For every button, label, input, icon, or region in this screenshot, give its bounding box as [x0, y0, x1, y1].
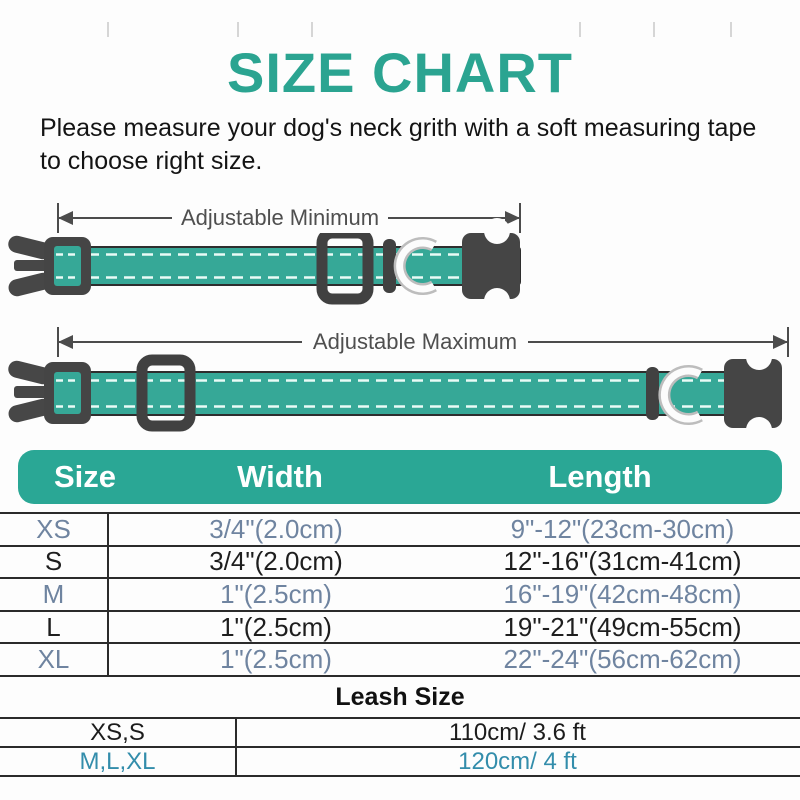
size-cell: S — [44, 546, 63, 577]
page-title: SIZE CHART — [227, 41, 573, 104]
measuring-instructions: Please measure your dog's neck grith with a soft measuring tape to choose right size. — [40, 114, 757, 175]
table-row-m — [0, 579, 800, 612]
male-buckle-end-icon — [724, 344, 782, 435]
collar-maximum-illustration — [6, 344, 782, 435]
length-cell: 9"-12"(23cm-30cm) — [510, 513, 735, 544]
table-row-l — [0, 612, 800, 645]
width-cell: 3/4"(2.0cm) — [209, 513, 343, 544]
leash-column-divider — [235, 719, 237, 777]
column-header-size: Size — [53, 459, 117, 494]
leash-row-xs-s — [0, 719, 800, 748]
leash-sizes-cell: XS,S — [90, 718, 145, 746]
size-cell: L — [46, 611, 61, 642]
collar-strap — [76, 247, 520, 285]
adjustable-minimum-label: Adjustable Minimum — [172, 203, 388, 233]
length-cell: 19"-21"(49cm-55cm) — [503, 611, 742, 642]
tick-mark — [730, 22, 732, 37]
leash-length-cell: 120cm/ 4 ft — [458, 747, 577, 775]
width-cell: 1"(2.5cm) — [220, 644, 332, 675]
keeper-loop — [646, 367, 659, 420]
size-cell: XS — [36, 513, 71, 544]
leash-row-m-l-xl — [0, 748, 800, 777]
side-release-buckle-icon — [6, 359, 91, 424]
leash-size-title: Leash Size — [0, 677, 800, 719]
table-row-xs — [0, 514, 800, 547]
tick-mark — [653, 22, 655, 37]
length-cell: 16"-19"(42cm-48cm) — [503, 578, 742, 609]
width-cell: 1"(2.5cm) — [220, 578, 332, 609]
tick-mark — [311, 22, 313, 37]
size-cell: XL — [37, 644, 70, 675]
width-cell: 1"(2.5cm) — [220, 611, 332, 642]
tick-mark — [237, 22, 239, 37]
size-table-header — [18, 450, 782, 504]
leash-sizes-cell: M,L,XL — [79, 747, 156, 775]
size-table — [0, 512, 800, 677]
size-cell: M — [42, 578, 65, 609]
male-buckle-end-icon — [462, 218, 520, 314]
column-header-length: Length — [548, 459, 652, 494]
width-cell: 3/4"(2.0cm) — [209, 546, 343, 577]
column-header-width: Width — [237, 459, 323, 494]
table-row-s — [0, 547, 800, 580]
length-cell: 12"-16"(31cm-41cm) — [503, 546, 742, 577]
tick-mark — [107, 22, 109, 37]
table-row-xl — [0, 644, 800, 677]
leash-length-cell: 110cm/ 3.6 ft — [449, 718, 586, 746]
length-cell: 22"-24"(56cm-62cm) — [503, 644, 742, 675]
leash-table — [0, 719, 800, 777]
size-column-divider — [107, 512, 109, 675]
adjustable-maximum-label: Adjustable Maximum — [302, 327, 528, 357]
collar-diagram — [0, 190, 800, 435]
tick-mark — [579, 22, 581, 37]
side-release-buckle-icon — [6, 234, 91, 298]
